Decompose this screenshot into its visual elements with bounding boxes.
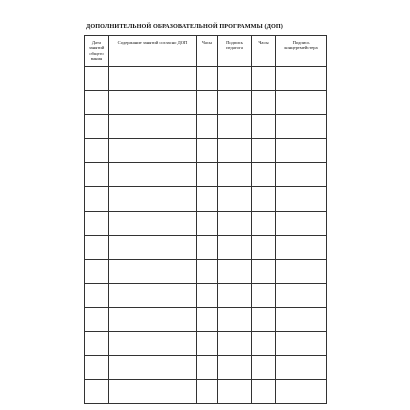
column-header-content: Содержание занятий согласно ДОП	[109, 36, 197, 67]
cell-accompanist-signature	[276, 307, 327, 331]
cell-hours	[197, 332, 218, 356]
cell-content	[109, 307, 197, 331]
cell-accompanist-signature	[276, 211, 327, 235]
cell-hours	[197, 187, 218, 211]
cell-hours	[197, 356, 218, 380]
cell-accompanist-signature	[276, 67, 327, 91]
cell-date	[85, 380, 109, 404]
cell-teacher-signature	[218, 356, 252, 380]
cell-hours	[197, 91, 218, 115]
cell-hours	[197, 259, 218, 283]
cell-hours-accompanist	[252, 67, 276, 91]
cell-content	[109, 283, 197, 307]
cell-hours-accompanist	[252, 283, 276, 307]
cell-date	[85, 211, 109, 235]
table-row	[85, 356, 327, 380]
cell-hours	[197, 307, 218, 331]
column-header-hours-accompanist: Часы	[252, 36, 276, 67]
cell-accompanist-signature	[276, 235, 327, 259]
table-row	[85, 332, 327, 356]
cell-content	[109, 187, 197, 211]
cell-content	[109, 211, 197, 235]
cell-accompanist-signature	[276, 163, 327, 187]
cell-content	[109, 332, 197, 356]
cell-content	[109, 259, 197, 283]
cell-date	[85, 356, 109, 380]
cell-teacher-signature	[218, 91, 252, 115]
cell-content	[109, 115, 197, 139]
table-row	[85, 307, 327, 331]
cell-hours	[197, 380, 218, 404]
cell-accompanist-signature	[276, 283, 327, 307]
table-row	[85, 115, 327, 139]
cell-content	[109, 91, 197, 115]
cell-date	[85, 91, 109, 115]
cell-content	[109, 356, 197, 380]
cell-teacher-signature	[218, 283, 252, 307]
cell-hours	[197, 139, 218, 163]
cell-hours-accompanist	[252, 115, 276, 139]
cell-hours	[197, 67, 218, 91]
cell-date	[85, 187, 109, 211]
cell-accompanist-signature	[276, 139, 327, 163]
table-row	[85, 283, 327, 307]
cell-teacher-signature	[218, 187, 252, 211]
attendance-table	[84, 35, 327, 404]
cell-hours	[197, 115, 218, 139]
cell-teacher-signature	[218, 307, 252, 331]
cell-hours-accompanist	[252, 356, 276, 380]
cell-teacher-signature	[218, 332, 252, 356]
cell-accompanist-signature	[276, 356, 327, 380]
column-header-teacher-signature: Подпись педагога	[218, 36, 252, 67]
column-header-accompanist-signature: Подпись концертмейстера	[276, 36, 327, 67]
cell-hours-accompanist	[252, 259, 276, 283]
cell-accompanist-signature	[276, 187, 327, 211]
column-header-date: Дата занятий общего вания	[85, 36, 109, 67]
cell-date	[85, 67, 109, 91]
cell-teacher-signature	[218, 211, 252, 235]
table-row	[85, 259, 327, 283]
cell-hours	[197, 163, 218, 187]
table-row	[85, 139, 327, 163]
cell-teacher-signature	[218, 380, 252, 404]
cell-hours-accompanist	[252, 211, 276, 235]
table-row	[85, 187, 327, 211]
cell-teacher-signature	[218, 115, 252, 139]
cell-teacher-signature	[218, 259, 252, 283]
cell-date	[85, 115, 109, 139]
table-row	[85, 163, 327, 187]
table-row	[85, 67, 327, 91]
cell-date	[85, 283, 109, 307]
cell-content	[109, 67, 197, 91]
cell-content	[109, 380, 197, 404]
cell-date	[85, 307, 109, 331]
cell-date	[85, 139, 109, 163]
table-row	[85, 380, 327, 404]
cell-accompanist-signature	[276, 91, 327, 115]
cell-hours	[197, 283, 218, 307]
cell-content	[109, 139, 197, 163]
cell-date	[85, 235, 109, 259]
table-row	[85, 235, 327, 259]
cell-date	[85, 259, 109, 283]
cell-accompanist-signature	[276, 380, 327, 404]
cell-date	[85, 163, 109, 187]
table-body	[85, 67, 327, 404]
cell-hours-accompanist	[252, 332, 276, 356]
cell-hours-accompanist	[252, 235, 276, 259]
cell-hours	[197, 235, 218, 259]
cell-accompanist-signature	[276, 115, 327, 139]
cell-teacher-signature	[218, 235, 252, 259]
cell-date	[85, 332, 109, 356]
table-header-row	[85, 36, 327, 67]
cell-teacher-signature	[218, 163, 252, 187]
cell-hours-accompanist	[252, 380, 276, 404]
cell-content	[109, 163, 197, 187]
cell-hours-accompanist	[252, 307, 276, 331]
column-header-hours: Часы	[197, 36, 218, 67]
cell-hours	[197, 211, 218, 235]
document-title: ДОПОЛНИТЕЛЬНОЙ ОБРАЗОВАТЕЛЬНОЙ ПРОГРАММЫ (ДОП)	[86, 23, 283, 30]
cell-hours-accompanist	[252, 187, 276, 211]
cell-content	[109, 235, 197, 259]
cell-hours-accompanist	[252, 139, 276, 163]
table-row	[85, 91, 327, 115]
cell-hours-accompanist	[252, 163, 276, 187]
cell-accompanist-signature	[276, 332, 327, 356]
cell-teacher-signature	[218, 67, 252, 91]
table-row	[85, 211, 327, 235]
cell-teacher-signature	[218, 139, 252, 163]
cell-hours-accompanist	[252, 91, 276, 115]
cell-accompanist-signature	[276, 259, 327, 283]
